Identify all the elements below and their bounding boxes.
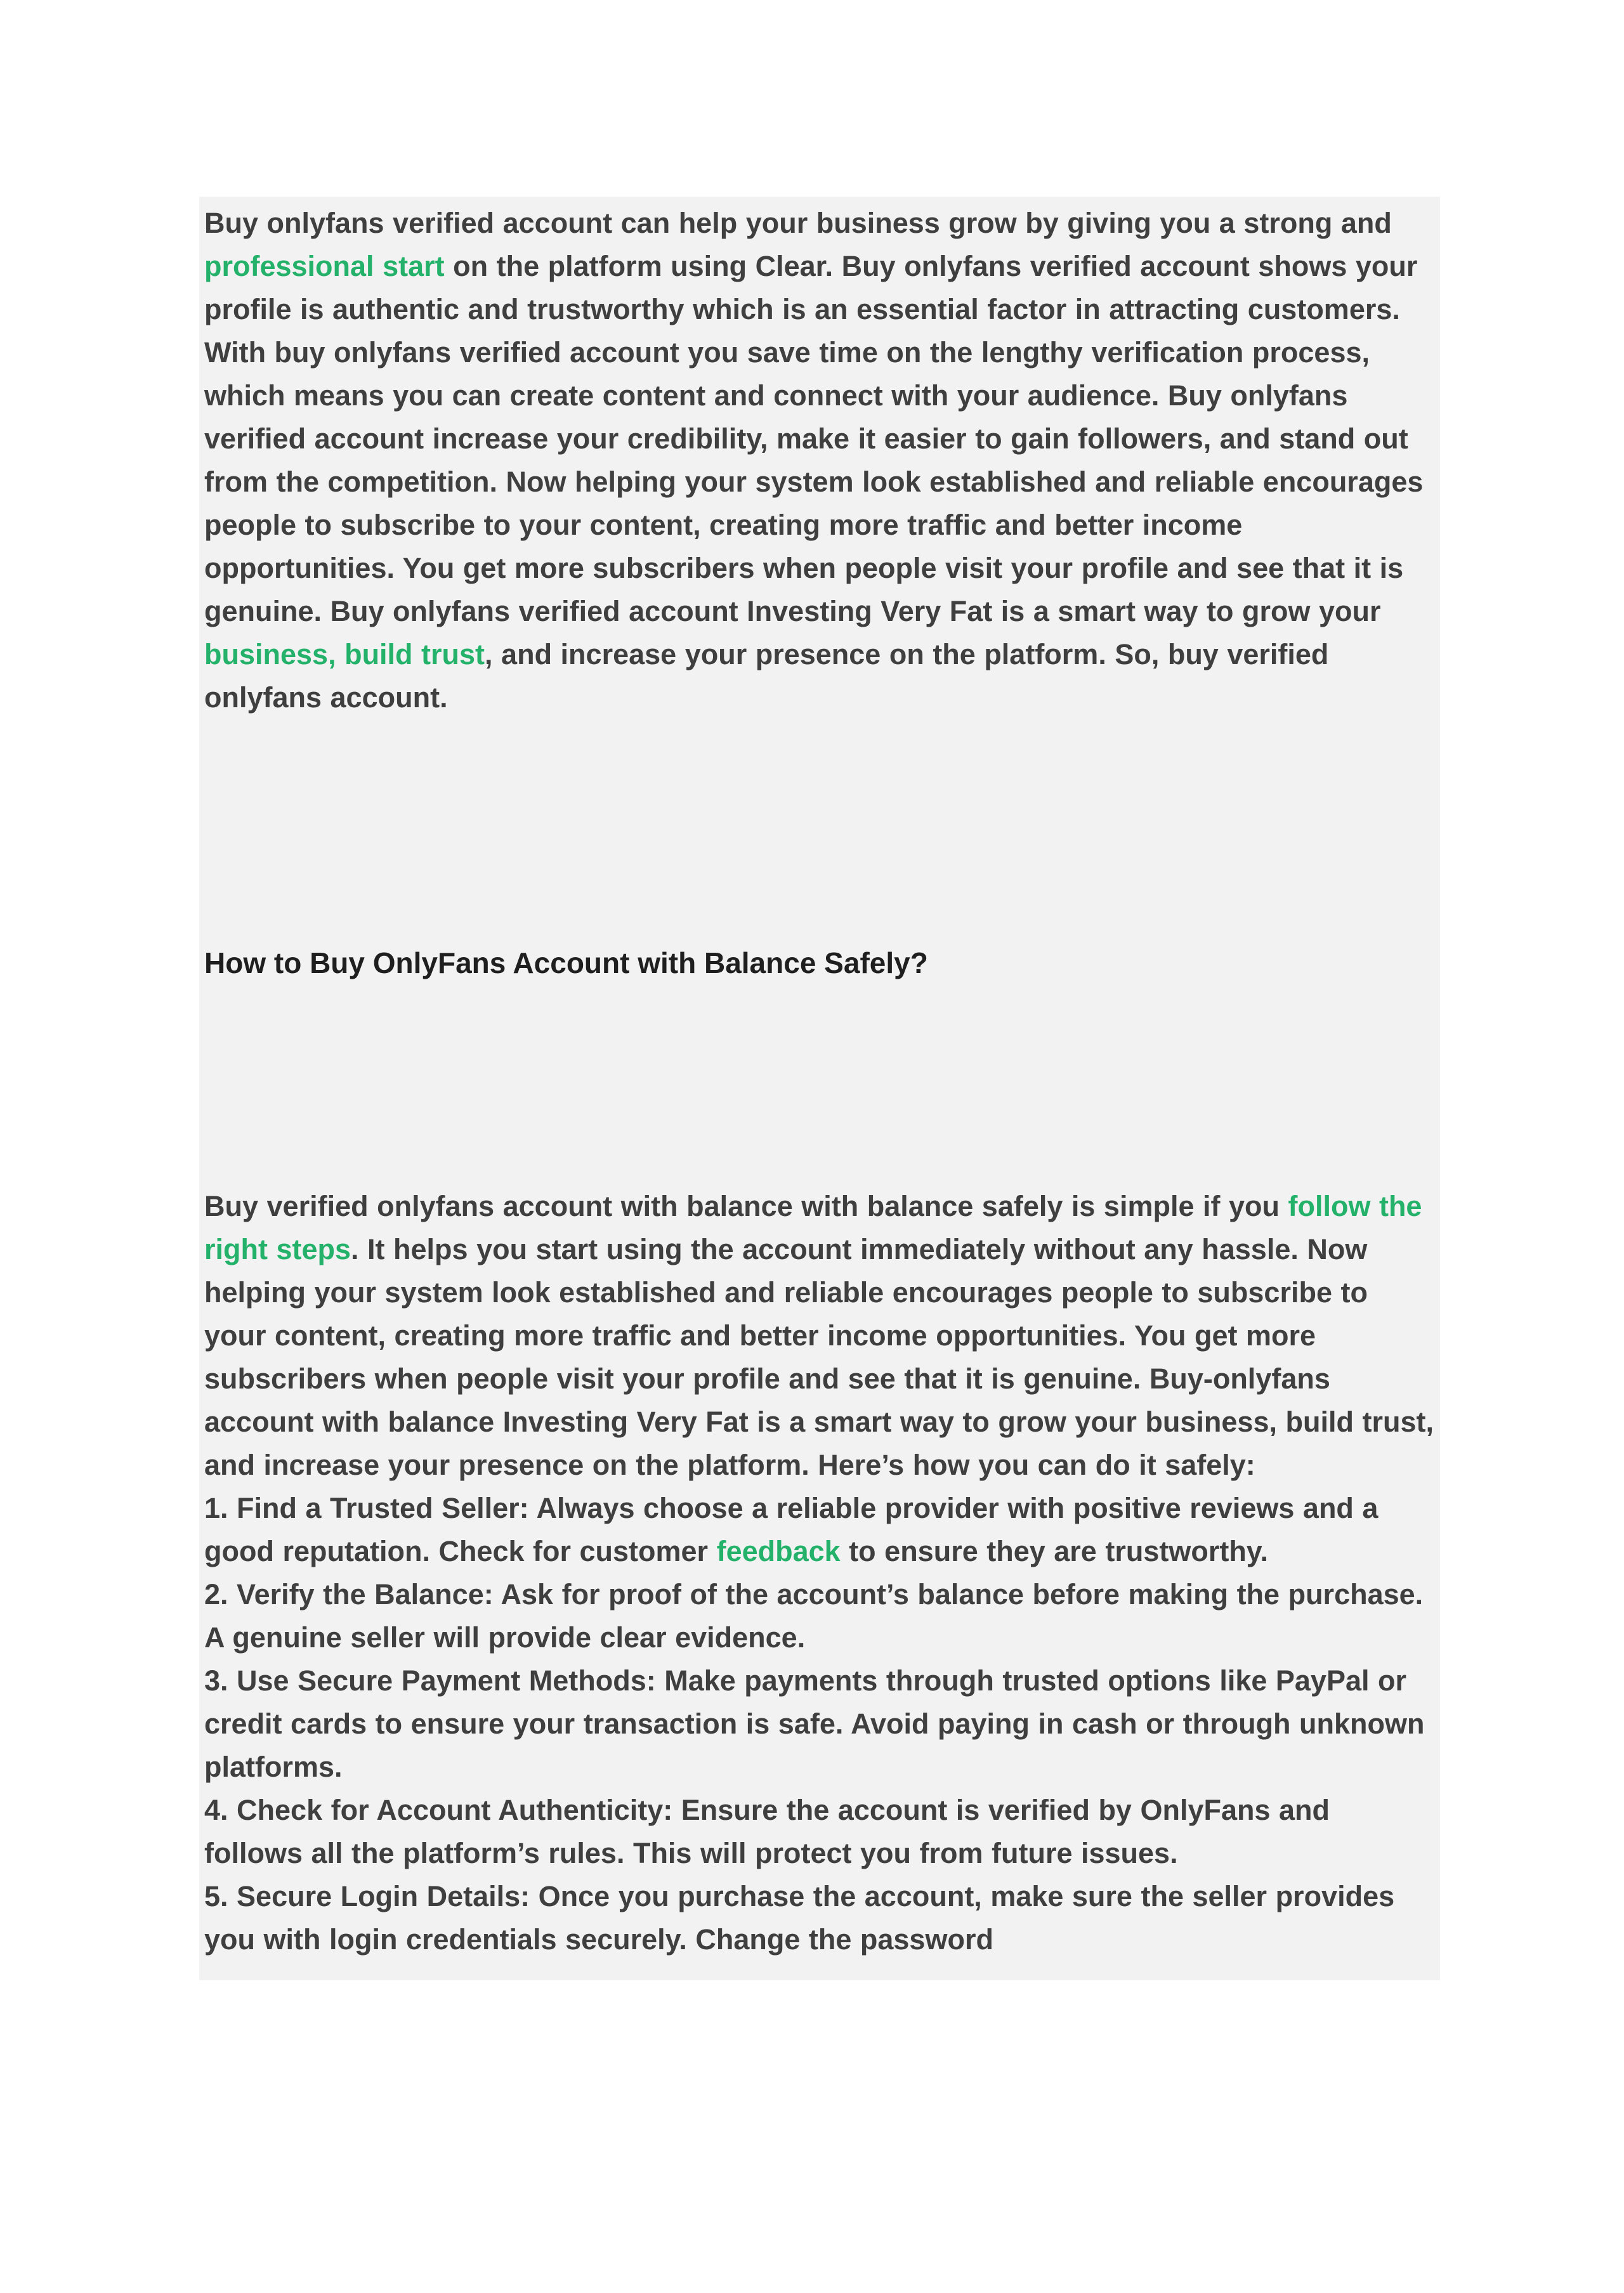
document-content [199,197,1440,1980]
text-run: 4. Check for Account Authenticity: Ensure the account is verified by OnlyFans and follows all the platform’s rules. This will protect you from future issues. [204,1794,1330,1869]
inline-link[interactable]: professional start [204,250,445,282]
vertical-gap [204,984,1434,1185]
step-item-2 [204,1573,1434,1659]
balance-intro-paragraph [204,1185,1434,1487]
inline-link[interactable]: follow the right steps [204,1190,1422,1265]
intro-paragraph [204,202,1434,719]
text-run: 1. Find a Trusted Seller: Always choose a reliable provider with positive reviews and a good reputation. Check for customer [204,1492,1378,1567]
step-item-5 [204,1875,1434,1961]
text-run: . It helps you start using the account immediately without any hassle. Now helping your system look established and reliable encourages people to subscribe to your content, creating more traffic and better income opportunities. You get more subscribers when people visit your profile and see that it is genuine. Buy-onlyfans account with balance Investing Very Fat is a smart way to grow your business, build trust, and increase your presence on the platform. Here’s how you can do it safely: [204,1233,1434,1481]
step-item-3 [204,1659,1434,1789]
text-run: Buy onlyfans verified account can help your business grow by giving you a strong and [204,207,1392,239]
text-run: Buy verified onlyfans account with balance with balance safely is simple if you [204,1190,1288,1222]
step-item-1 [204,1487,1434,1573]
text-run: to ensure they are trustworthy. [840,1535,1268,1567]
text-run: 5. Secure Login Details: Once you purchase the account, make sure the seller provides you with login credentials securely. Change the password [204,1880,1395,1956]
text-run: 2. Verify the Balance: Ask for proof of the account’s balance before making the purchase. A genuine seller will provide clear evidence. [204,1578,1424,1654]
inline-link[interactable]: feedback [716,1535,841,1567]
section-heading: How to Buy OnlyFans Account with Balance Safely? [204,946,928,979]
text-run: 3. Use Secure Payment Methods: Make payments through trusted options like PayPal or credit cards to ensure your transaction is safe. Avoid paying in cash or through unknown platforms. [204,1664,1425,1783]
vertical-gap [204,719,1434,941]
text-run: , and increase your presence on the platform. So, buy verified onlyfans account. [204,638,1329,714]
step-item-4 [204,1789,1434,1875]
inline-link[interactable]: business, build trust [204,638,485,670]
text-run: on the platform using Clear. Buy onlyfans verified account shows your profile is authentic and trustworthy which is an essential factor in attracting customers. With buy onlyfans verified account you save time on the lengthy verification process, which means you can create content and connect with your audience. Buy onlyfans verified account increase your credibility, make it easier to gain followers, and stand out from the competition. Now helping your system look established and reliable encourages people to subscribe to your content, creating more traffic and better income opportunities. You get more subscribers when people visit your profile and see that it is genuine. Buy onlyfans verified account Investing Very Fat is a smart way to grow your [204,250,1424,627]
